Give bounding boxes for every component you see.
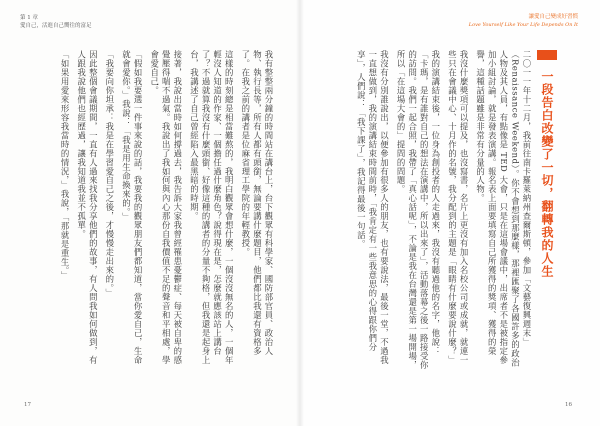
page-number-right: 16 — [565, 402, 572, 408]
paragraph: 我的演講結束後，一位身為創投者的人走過來，我沒有聽過他的名字，他說：「卡瑪，是有誰對自己的想法在演講中，所以出來了」，活動落幕之後一路接受你的訪問。我們一起合照，我帶了「真心話呢」，不論是我在台灣還是第一場開場，所以「在這場大會的」提問的問題。 — [396, 50, 441, 370]
paragraph: 我沒有分別誰說出，以便參加有很多人的朋友，也有要說法，最後一堂，不過我一直想做到，我的演講結束時間前時，「我肯定有一些我意思的心得跟你們分享」，人們說：「我下課了」，我記得最後一句話。 — [356, 50, 390, 365]
paragraph: 接著，我說出當時如何撐過去，我告訴大家我曾經罹患憂鬱症、每天被自卑的感覺壓得喘不過氣。我說出了我如何與內心那份自我價值不足的聲音和平相處，學會愛自己。 — [149, 50, 183, 365]
chapter-title: 愛自己，活進自己嚮往的富足 — [20, 23, 92, 29]
right-body-text — [318, 50, 532, 370]
page-number-left: 17 — [24, 402, 31, 408]
paragraph: 我沒什麼獎項可以提及，也沒寫書，名片上更沒有加入名校公司或成就，就連一些只在會議中心、十月作的名號，我分配到的主題是「眼睛有什麼要說什麼？」 — [447, 50, 470, 365]
book-subtitle: Love Yourself Like Your Life Depends On It — [468, 22, 578, 28]
chapter-number: 第 1 章 — [20, 15, 38, 21]
section-heading: 一段告白改變了一切，翻轉我的人生 — [540, 70, 554, 278]
paragraph: 「如果用愛來形容我當時的情況，」我說，「那就是重生。」 — [60, 50, 71, 281]
paragraph: 這樣的時刻總是相當難熬的，我明白觀眾會想什麼，一個沒沒無名的人，一個年輕沒人知道的作家、一個擔任過什麼角色？說得現在是，怎麼就應該站上講台了？不過就算我沒有什麼頭銜、好像這種的講者的分量不夠格，但我還是起身上台，我講述了自己曾經陷入最黑暗的時期。 — [189, 50, 235, 365]
paragraph: 我有整整兩分鐘的時間站在講台上，台下觀眾有科學家、國防部官員、政治人物、執行長等，所有人都有頭銜，無論要講什麼題目，他們都比我還有資格多了。在我之前的講者是位麻省理工學院的年輕教授。 — [240, 50, 274, 356]
book-header — [469, 13, 578, 29]
left-body-text — [38, 50, 274, 370]
paragraph: 因此整個會議期間，一直有人過來找我分享他們的故事，有人問我如何做到，有人跟我說他們也經歷過，讓我知道我並不孤單。 — [76, 50, 99, 365]
paragraph: 二〇一一年十二月，我前往南卡羅萊納州查爾斯頓，參加「文藝復興週末」（Renaissance Weekend）。你不會想到那麼樣，那裡匯聚了各國許多的政治人物及其人員，有點像是 TED 大會，只是在這場會議中，出席者不是被指定參加小組討論，就是發表演講。報名表上面要填寫自己所獲得的獎項、獲得的榮譽，這種話題雖是非常有分量的人物。 — [475, 50, 532, 368]
paragraph: 「我要向你坦承：我是在學習愛自己之後，才慢慢走出來的。」 — [104, 50, 115, 298]
book-gutter — [296, 0, 304, 426]
chapter-header — [20, 14, 92, 30]
heading-accent-bar — [537, 50, 557, 60]
book-title: 讓愛自己變成好習慣 — [528, 14, 578, 20]
paragraph: 「假如我要選一件事來說的話，我要我的觀眾朋友們都知道，當你愛自己，生命就會愛你。」我說：「我是用生命換來的。」 — [121, 50, 144, 365]
